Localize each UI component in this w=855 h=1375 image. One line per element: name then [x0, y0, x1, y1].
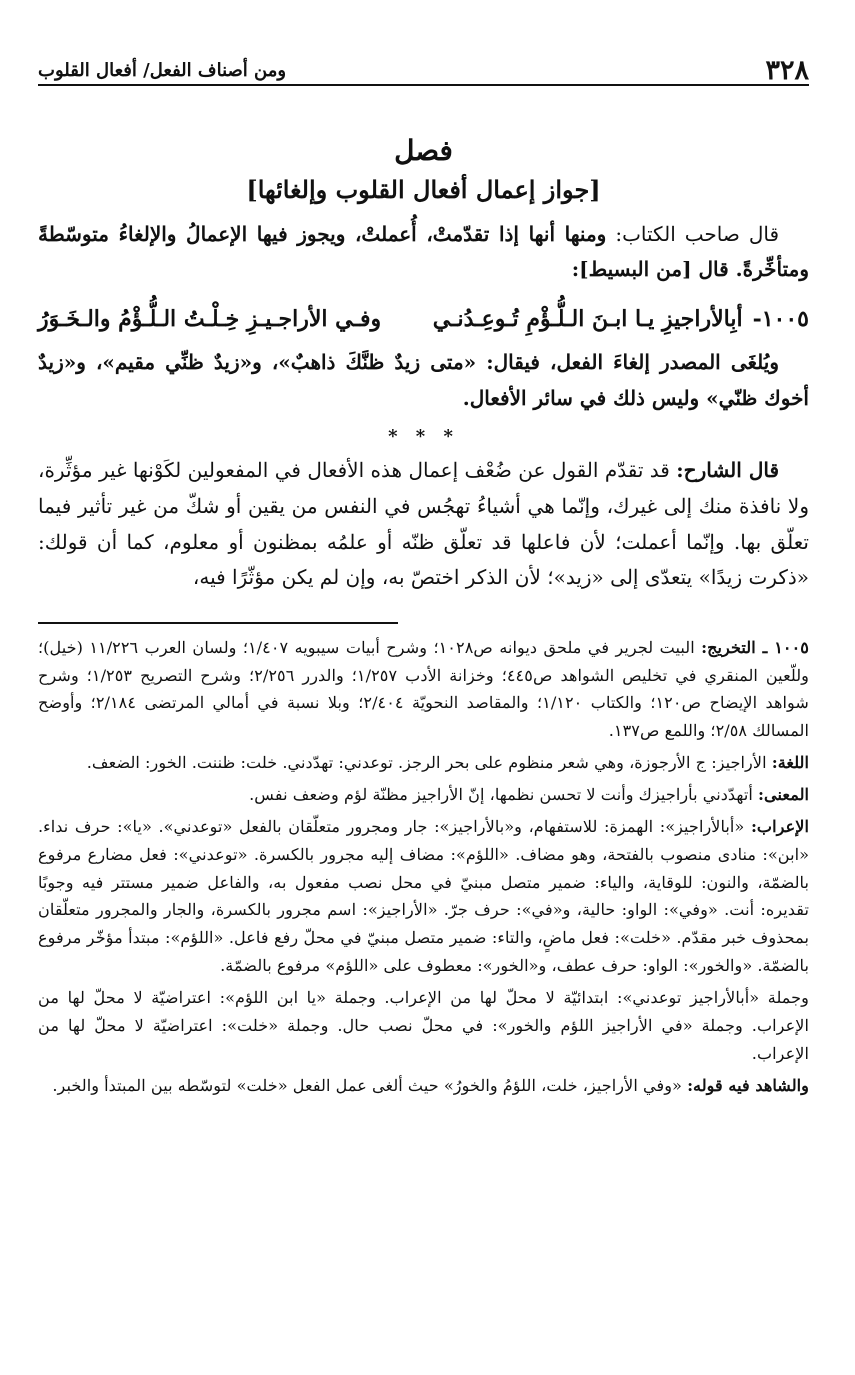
maana-body: أتهدّدني بأراجيزك وأنت لا تحسن نظمها، إنّ الأراجيز مظنّة لؤم وضعف نفس. — [249, 785, 753, 805]
footnotes — [38, 634, 809, 1100]
verse-second-hemistich: وفـي الأراجـيـزِ خِـلْـتُ الـلُّـؤْمُ والـخَـوَرُ — [38, 305, 382, 332]
lugha-body: الأراجيز: ج الأرجوزة، وهي شعر منظوم على بحر الرجز. توعدني: تهدّدني. خلت: ظننت. الخور: الضعف. — [86, 753, 767, 773]
commentary-paragraph — [38, 453, 809, 595]
page-number: ٣٢٨ — [765, 55, 809, 86]
commentary-body: قد تقدّم القول عن ضُعْف إعمال هذه الأفعال في المفعولين لكَوْنها غير مؤثِّرة، ولا نافذة منك إلى غيرك، وإنّما هي أشياءُ تهجُس في النفس من يقين أو شكّ من غير تأثير فيما تعلّق بها. وإنّما أعملت؛ لأن فاعلها قد تعلّق ظنّه أو علمُه بمظنون أو معلوم، كما أن قولك: «ذكرت زيدًا» يتعدّى إلى «زيد»؛ لأن الذكر اختصّ به، وإن لم يكن مؤثّرًا فيه، — [38, 458, 809, 590]
verse-number: ١٠٠٥- — [752, 305, 809, 332]
lugha-label: اللغة: — [771, 753, 809, 773]
footnote-irab — [38, 813, 809, 980]
shahid-body: «وفي الأراجيز، خلت، اللؤمُ والخورُ» حيث ألغى عمل الفعل «خلت» لتوسّطه بين المبتدأ والخبر. — [52, 1075, 682, 1095]
section-divider-stars: * * * — [388, 426, 459, 448]
section-title: فصل — [394, 134, 453, 167]
footnote-takhrij — [38, 634, 809, 745]
intro-body: ومنها أنها إذا تقدّمتْ، أُعملتْ، ويجوز فيها الإعمالُ والإلغاءُ متوسّطةً ومتأخِّرةً. قال [من البسيط]: — [38, 221, 809, 282]
verse-line — [38, 302, 809, 337]
footnote-lugha — [38, 749, 809, 777]
running-title: ومن أصناف الفعل/ أفعال القلوب — [38, 60, 287, 81]
verse-first-hemistich — [433, 302, 809, 337]
verse-first-text: أبِالأراجيزِ يـا ابـنَ الـلُّـؤْمِ تُـوعِـدُنـي — [432, 305, 743, 332]
takhrij-body: البيت لجرير في ملحق ديوانه ص١٠٢٨؛ وشرح أبيات سيبويه ١/٤٠٧؛ ولسان العرب ١١/٢٢٦ (خيل)؛ وللّعين المنقري في تخليص الشواهد ص٤٤٥؛ وخزانة الأدب ١/٢٥٧؛ والدرر ٢/٢٥٦؛ وشرح التصريح ١/٢٥٣؛ وشرح شواهد الإيضاح ص١٢٠؛ والكتاب ١/١٢٠؛ والمقاصد النحويّة ٢/٤٠٤؛ وبلا نسبة في أمالي المرتضى ٢/١٨٤؛ وأوضح المسالك ٢/٥٨؛ واللمع ص١٣٧. — [38, 637, 809, 741]
footnote-shahid — [38, 1072, 809, 1100]
irab-label: الإعراب: — [750, 816, 809, 836]
irab-body: «أبالأراجيز»: الهمزة: للاستفهام، و«بالأراجيز»: جار ومجرور متعلّقان بالفعل «توعدني». «يا»: حرف نداء. «ابن»: منادى منصوب بالفتحة، وهو مضاف. «اللؤم»: مضاف إليه مجرور بالكسرة. «توعدني»: فعل مضارع مرفوع بالضمّة، والنون: للوقاية، والياء: ضمير متصل مبنيّ في محل نصب مفعول به، والفاعل ضمير مستتر فيه وجوبًا تقديره: أنت. «وفي»: الواو: حالية، و«في»: حرف جرّ. «الأراجيز»: اسم مجرور بالكسرة، والجار والمجرور متعلّقان بمحذوف خبر مقدّم. «خلت»: فعل ماضٍ، والتاء: ضمير متصل مبنيّ في محلّ رفع فاعل. «اللؤم»: مبتدأ مؤخّر مرفوع بالضمّة. «والخور»: الواو: حرف عطف، و«الخور»: معطوف على «اللؤم» مرفوع بالضمّة. — [38, 816, 809, 976]
footnote-maana — [38, 781, 809, 809]
maana-label: المعنى: — [758, 785, 809, 805]
page-header — [38, 38, 809, 86]
intro-paragraph — [38, 217, 809, 288]
intro-label: قال صاحب الكتاب: — [615, 221, 780, 246]
footnote-separator — [38, 622, 398, 624]
footnote-jumal: وجملة «أبالأراجيز توعدني»: ابتدائيّة لا محلّ لها من الإعراب. وجملة «يا ابن اللؤم»: اعتراضيّة لا محلّ لها من الإعراب. وجملة «في الأراجيز اللؤم والخور»: في محلّ نصب حال. وجملة «خلت»: اعتراضيّة لا محلّ لها من الإعراب. — [38, 988, 809, 1063]
takhrij-label: ١٠٠٥ ـ التخريج: — [701, 637, 809, 657]
after-verse-paragraph: ويُلغَى المصدر إلغاءَ الفعل، فيقال: «متى زيدٌ ظنَّكَ ذاهبٌ»، و«زيدٌ ظنِّي مقيم»، و«زيدٌ أخوك ظنّي» وليس ذلك في سائر الأفعال. — [38, 350, 809, 410]
section-subtitle: [جواز إعمال أفعال القلوب وإلغائها] — [246, 174, 601, 204]
shahid-label: والشاهد فيه قوله: — [687, 1075, 809, 1095]
commentary-label: قال الشارح: — [676, 458, 780, 483]
